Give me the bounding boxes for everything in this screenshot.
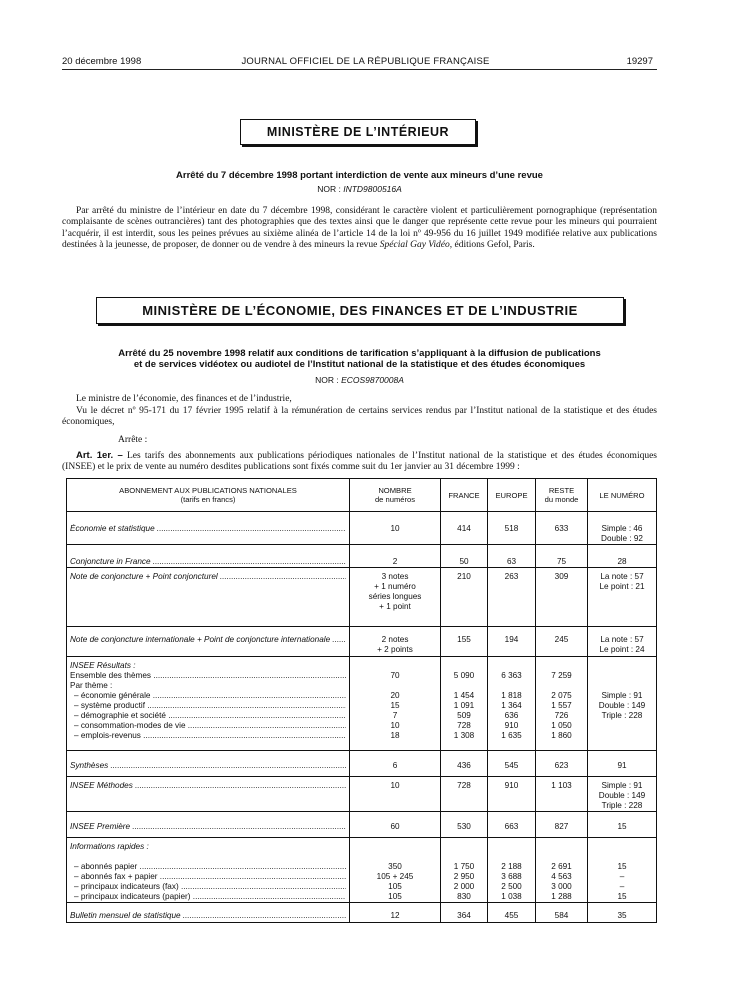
row-numero-cell [588,812,657,838]
cell-value-line [353,842,437,852]
cell-value-line: 726 [554,711,569,720]
cell-value-line: 2 950 [453,872,475,881]
cell-value-line: 50 [459,557,469,566]
row-nombre-cell [350,777,441,812]
row-reste-cell [536,751,588,777]
revue-publisher: éditions Gefol, Paris. [454,239,535,250]
row-reste-cell [536,657,588,751]
row-nombre-cell [350,812,441,838]
cell-value-line: 155 [457,635,471,644]
row-label-cell [67,812,350,838]
nor-label: NOR : [317,184,341,194]
cell-value-line: 15 [390,701,400,710]
row-reste-cell [536,627,588,657]
row-numero-cell [588,903,657,923]
cell-value-line [353,852,437,862]
table-row [67,657,657,751]
row-numero-cell [588,545,657,568]
row-nombre-cell [350,512,441,545]
row-numero-cell [588,627,657,657]
cell-value-line: séries longues [368,592,422,601]
row-europe-cell [488,545,536,568]
cell-value-line: + 1 numéro [374,582,416,591]
cell-value-line: + 1 point [379,602,411,611]
ministry-economie-title: MINISTÈRE DE L’ÉCONOMIE, DES FINANCES ET DE L’INDUSTRIE [142,303,578,318]
row-numero-cell [588,751,657,777]
header-europe: EUROPE [488,479,536,512]
row-reste-cell [536,812,588,838]
cell-value-line: 509 [457,711,471,720]
cell-value-line: 530 [457,822,471,831]
cell-value-line: 28 [617,557,627,566]
row-label-cell [67,838,350,903]
row-france-cell [441,568,488,627]
cell-value-line: 1 103 [551,781,572,790]
cell-value-line: 636 [504,711,519,720]
cell-value-line: 75 [556,557,567,566]
cell-value-line: Le point : 21 [599,582,645,591]
cell-value-line: 15 [617,892,627,901]
cell-value-line: 728 [457,721,471,730]
cell-value-line: 830 [457,892,471,901]
cell-value-line [444,842,484,852]
row-france-cell [441,903,488,923]
row-label-cell [67,545,350,568]
header-date: 20 décembre 1998 [62,56,142,67]
header-reste: RESTE du monde [536,479,588,512]
row-france-cell [441,512,488,545]
arrete-label: Arrête : [118,435,148,445]
cell-label-line: Bulletin mensuel de statistique ..... [70,911,346,921]
table-row [67,903,657,923]
cell-label-line: – principaux indicateurs (fax) ..... [70,882,346,892]
cell-value-line: 633 [554,524,569,533]
cell-value-line [444,681,484,691]
cell-value-line: 263 [504,572,519,581]
cell-value-line: 455 [504,911,519,920]
row-france-cell [441,838,488,903]
cell-value-line: 210 [457,572,471,581]
cell-value-line: 3 notes [381,572,409,581]
cell-value-line: Le point : 24 [599,645,645,654]
cell-value-line: 6 363 [501,671,522,680]
cell-label-line: Conjoncture in France ..... [70,557,346,567]
arrete-2-nor [62,375,657,385]
cell-value-line: Double : 149 [598,791,646,800]
cell-value-line: 2 notes [381,635,409,644]
cell-value-line: 245 [554,635,569,644]
cell-label-line: Ensemble des thèmes ..... [70,671,346,681]
cell-label-line: Note de conjoncture + Point conjoncturel ..... [70,572,346,582]
table-row [67,568,657,627]
cell-value-line [591,681,653,691]
cell-value-line [539,842,584,852]
row-france-cell [441,657,488,751]
row-label-cell [67,657,350,751]
cell-value-line: 2 500 [501,882,522,891]
row-europe-cell [488,838,536,903]
cell-value-line: La note : 57 [600,635,644,644]
ministry-interieur-title: MINISTÈRE DE L’INTÉRIEUR [266,125,450,139]
cell-value-line: 1 750 [453,862,475,871]
row-label-cell [67,777,350,812]
cell-value-line: Simple : 91 [601,691,643,700]
cell-value-line: 10 [390,781,400,790]
cell-value-line: 584 [554,911,569,920]
row-label-cell [67,568,350,627]
cell-value-line [591,852,653,862]
cell-value-line: 2 000 [453,882,475,891]
cell-value-line [491,681,532,691]
row-nombre-cell [350,568,441,627]
cell-label-line: – emplois-revenus ..... [70,731,346,741]
row-numero-cell [588,568,657,627]
cell-value-line [444,852,484,862]
cell-value-line: 6 [392,761,398,770]
cell-label-line: – démographie et société ..... [70,711,346,721]
cell-value-line: 2 [392,557,398,566]
row-numero-cell [588,777,657,812]
row-nombre-cell [350,838,441,903]
cell-label-line: INSEE Première ..... [70,822,346,832]
cell-label-line: – principaux indicateurs (papier) ..... [70,892,346,902]
cell-value-line: 194 [504,635,519,644]
table-row [67,812,657,838]
cell-value-line: 3 688 [501,872,522,881]
table-row [67,627,657,657]
row-nombre-cell [350,545,441,568]
cell-value-line: 70 [390,671,400,680]
cell-value-line: 15 [617,862,627,871]
cell-value-line: 364 [457,911,471,920]
cell-value-line: 518 [504,524,519,533]
row-europe-cell [488,777,536,812]
cell-value-line: 1 818 [501,691,522,700]
cell-value-line: 7 [392,711,398,720]
cell-value-line: 1 038 [501,892,522,901]
cell-value-line: – [619,872,625,881]
table-row [67,545,657,568]
row-france-cell [441,627,488,657]
arrete-1-nor [62,184,657,194]
cell-value-line: 545 [504,761,519,770]
vu-decret: Vu le décret nº 95-171 du 17 février 1995 relatif à la rémunération de certains services rendus par l’Institut national de la statistique et des études économiques, [62,406,657,428]
cell-value-line: 1 454 [453,691,475,700]
cell-label-line [70,852,346,862]
cell-label-line: Synthèses ..... [70,761,346,771]
cell-value-line: – [619,882,625,891]
arrete-1-body-text: Par arrêté du ministre de l’intérieur en date du 7 décembre 1998, considérant le caractère violent et particulièrement pornographique (représentation complaisante de scènes outrancières) tant des photographies que des textes ainsi que le danger que représente cette revue pour les mineurs qui pourraient l’acquérir, il est interdit, sous les peines prévues au sixième alinéa de l’article 14 de la loi nº 49-956 du 16 juillet 1949 modifiée relative aux publications destinées à la jeunesse, de proposer, de donner ou de vendre à des mineurs la revue [62,206,657,250]
cell-value-line: 15 [617,822,627,831]
cell-label-line: INSEE Méthodes ..... [70,781,346,791]
arrete-1-body [62,206,657,251]
cell-value-line [353,681,437,691]
cell-label-line: – économie générale ..... [70,691,346,701]
cell-value-line [491,852,532,862]
cell-value-line [491,842,532,852]
header-numero: LE NUMÉRO [588,479,657,512]
ministry-interieur-box [240,119,476,145]
table-row [67,751,657,777]
row-reste-cell [536,545,588,568]
cell-value-line [591,842,653,852]
cell-value-line [539,852,584,862]
cell-value-line: 105 [388,892,402,901]
cell-value-line: 436 [457,761,471,770]
cell-value-line [353,661,437,671]
row-europe-cell [488,657,536,751]
cell-label-line: Économie et statistique ..... [70,524,346,534]
cell-value-line: 105 [388,882,402,891]
cell-value-line: 4 563 [551,872,572,881]
row-europe-cell [488,812,536,838]
row-nombre-cell [350,751,441,777]
cell-value-line: 309 [554,572,569,581]
cell-value-line: Triple : 228 [601,711,643,720]
cell-value-line [591,661,653,671]
cell-value-line: 827 [554,822,569,831]
ministre-line: Le ministre de l’économie, des finances et de l’industrie, [76,394,292,404]
row-label-cell [67,903,350,923]
cell-value-line: 1 091 [453,701,475,710]
nor-label: NOR : [315,375,339,385]
cell-value-line: 5 090 [453,671,475,680]
arrete-1-title: Arrêté du 7 décembre 1998 portant interdiction de vente aux mineurs d’une revue [176,170,543,181]
table-header-row [67,479,657,512]
cell-value-line: 60 [390,822,400,831]
cell-value-line: 414 [457,524,471,533]
cell-value-line [591,731,653,741]
cell-value-line [591,721,653,731]
cell-value-line [539,681,584,691]
row-france-cell [441,777,488,812]
cell-label-line: INSEE Résultats : [70,661,136,670]
cell-value-line: 12 [390,911,400,920]
cell-value-line: 2 075 [551,691,572,700]
cell-value-line: 1 288 [551,892,572,901]
cell-label-line: – consommation-modes de vie ..... [70,721,346,731]
row-france-cell [441,545,488,568]
cell-label-line: – abonnés fax + papier ..... [70,872,346,882]
cell-value-line [444,661,484,671]
header-rule [62,69,657,70]
row-france-cell [441,751,488,777]
cell-value-line: 663 [504,822,519,831]
cell-value-line: 1 860 [551,731,572,740]
cell-value-line: 2 188 [501,862,522,871]
cell-value-line: 18 [390,731,400,740]
arrete-2-title [62,348,657,370]
cell-label-line: Note de conjoncture internationale + Point de conjoncture internationale ..... [70,635,346,645]
cell-value-line: 910 [504,781,519,790]
row-europe-cell [488,627,536,657]
cell-value-line: 91 [617,761,627,770]
table-row [67,838,657,903]
arrete-2-title-line1: Arrêté du 25 novembre 1998 relatif aux conditions de tarification s’appliquant à la diffusion de publications [118,348,601,359]
row-nombre-cell [350,627,441,657]
cell-value-line: 623 [554,761,569,770]
cell-label-line: Par thème : [70,681,113,690]
cell-value-line: Triple : 228 [601,801,643,810]
revue-title: Spécial Gay Vidéo, [379,239,453,250]
cell-value-line: Simple : 46 [601,524,643,533]
page-number: 19297 [626,56,653,67]
header-abonnement: ABONNEMENT AUX PUBLICATIONS NATIONALES (tarifs en francs) [67,479,350,512]
cell-value-line [491,661,532,671]
tarifs-table [66,478,657,923]
row-reste-cell [536,903,588,923]
article-1 [62,450,657,474]
nor-code: INTD9800516A [343,184,402,194]
row-europe-cell [488,751,536,777]
row-nombre-cell [350,657,441,751]
cell-value-line [591,671,653,681]
cell-value-line: Double : 92 [601,534,643,543]
nor-code: ECOS9870008A [341,375,404,385]
cell-value-line: 3 000 [551,882,572,891]
row-numero-cell [588,512,657,545]
row-europe-cell [488,568,536,627]
row-france-cell [441,812,488,838]
cell-label-line: – système productif ..... [70,701,346,711]
row-reste-cell [536,568,588,627]
cell-value-line: 1 308 [453,731,475,740]
table-row [67,777,657,812]
row-label-cell [67,512,350,545]
cell-value-line: 10 [390,721,400,730]
cell-value-line: 1 050 [551,721,572,730]
cell-value-line: 728 [457,781,471,790]
ministry-economie-box [96,297,624,324]
cell-value-line: 7 259 [551,671,572,680]
cell-value-line: 1 364 [501,701,522,710]
cell-label-line: Informations rapides : [70,842,149,851]
arrete-2-title-line2: et de services vidéotex ou audiotel de l’Institut national de la statistique et des études économiques [133,359,586,370]
cell-value-line: 910 [504,721,519,730]
cell-value-line: + 2 points [377,645,413,654]
cell-value-line: 10 [390,524,400,533]
cell-value-line: 1 557 [551,701,572,710]
cell-label-line: – abonnés papier ..... [70,862,346,872]
row-europe-cell [488,512,536,545]
cell-value-line: 1 635 [501,731,522,740]
row-europe-cell [488,903,536,923]
row-numero-cell [588,657,657,751]
row-reste-cell [536,777,588,812]
cell-value-line: 20 [390,691,400,700]
article-1-text: Les tarifs des abonnements aux publications périodiques nationales de l’Institut national de la statistique et des études économiques (INSEE) et le prix de vente au numéro desdites publications sont fixés comme suit du 1er janvier au 31 décembre 1999 : [62,451,657,473]
table-row [67,512,657,545]
cell-value-line: Simple : 91 [601,781,643,790]
cell-value-line: Double : 149 [598,701,646,710]
cell-value-line: La note : 57 [600,572,644,581]
header-nombre: NOMBRE de numéros [350,479,441,512]
cell-value-line: 2 691 [551,862,572,871]
journal-title: JOURNAL OFFICIEL DE LA RÉPUBLIQUE FRANÇAISE [241,56,490,67]
cell-value-line [539,661,584,671]
cell-value-line: 350 [388,862,402,871]
cell-value-line: 63 [506,557,517,566]
row-numero-cell [588,838,657,903]
row-label-cell [67,627,350,657]
cell-value-line: 105 + 245 [376,872,414,881]
row-label-cell [67,751,350,777]
row-reste-cell [536,838,588,903]
row-reste-cell [536,512,588,545]
article-1-label: Art. 1er. – [76,450,123,461]
cell-value-line: 35 [617,911,627,920]
row-nombre-cell [350,903,441,923]
header-france: FRANCE [441,479,488,512]
